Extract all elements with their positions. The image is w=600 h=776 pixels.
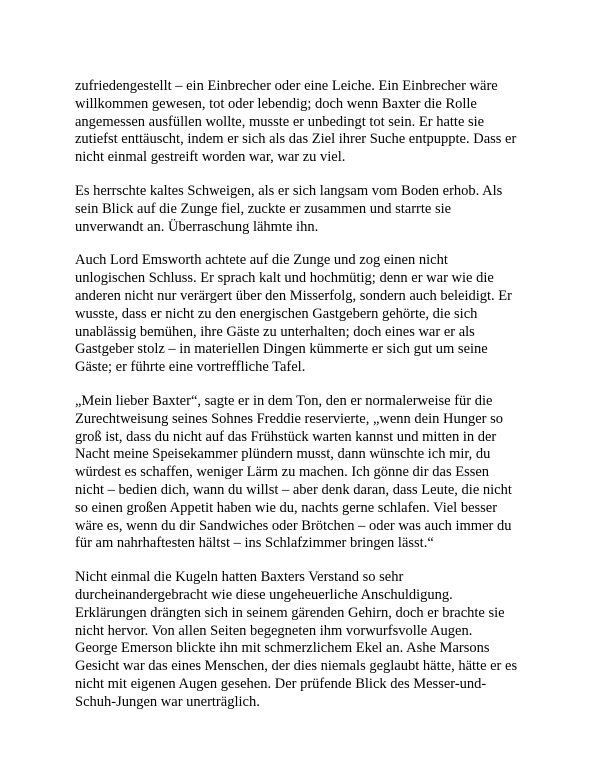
paragraph-4: „Mein lieber Baxter“, sagte er in dem Ton, den er normalerweise für die Zurechtweisung seines Sohnes Freddie reservierte, „wenn dein Hunger so groß ist, dass du nicht auf das Frühstück warten kannst und mitten in der Nacht meine Speisekammer plündern musst, dann wünschte ich mir, du würdest es schaffen, weniger Lärm zu machen. Ich gönne dir das Essen nicht – bedien dich, wann du willst – aber denk daran, dass Leute, die nicht so einen großen Appetit haben wie du, nachts gerne schlafen. Viel besser wäre es, wenn du dir Sandwiches oder Brötchen – oder was auch immer du für am nahrhaftesten hältst – ins Schlafzimmer bringen lässt.“: [75, 392, 512, 552]
paragraph-3: Auch Lord Emsworth achtete auf die Zunge und zog einen nicht unlogischen Schluss. Er sprach kalt und hochmütig; denn er war wie die anderen nicht nur verärgert über den Misserfolg, sondern auch beleidigt. Er wusste, dass er nicht zu den energischen Gastgebern gehörte, die sich unablässig bemühen, ihre Gäste zu unterhalten; doch eines war er als Gastgeber stolz – in materiellen Dingen kümmerte er sich gut um seine Gäste; er führte eine vortreffliche Tafel.: [75, 252, 512, 376]
paragraph-1: zufriedengestellt – ein Einbrecher oder eine Leiche. Ein Einbrecher wäre willkommen gewesen, tot oder lebendig; doch wenn Baxter die Rolle angemessen ausfüllen wollte, musste er unbedingt tot sein. Er hatte sie zutiefst enttäuscht, indem er sich als das Ziel ihrer Suche entpuppte. Dass er nicht einmal gestreift worden war, war zu viel.: [75, 78, 517, 166]
body-text: [75, 78, 535, 728]
paragraph-5: Nicht einmal die Kugeln hatten Baxters Verstand so sehr durcheinandergebracht wie diese ungeheuerliche Anschuldigung. Erklärungen drängten sich in seinem gärenden Gehirn, doch er brachte sie nicht hervor. Von allen Seiten begegneten ihm vorwurfsvolle Augen. George Emerson blickte ihn mit schmerzlichem Ekel an. Ashe Marsons Gesicht war das eines Menschen, der dies niemals geglaubt hätte, hätte er es nicht mit eigenen Augen gesehen. Der prüfende Blick des Messer-und- Schuh-Jungen war unerträglich.: [75, 569, 518, 710]
paragraph-2: Es herrschte kaltes Schweigen, als er sich langsam vom Boden erhob. Als sein Blick auf die Zunge fiel, zuckte er zusammen und starrte sie unverwandt an. Überraschung lähmte ihn.: [75, 182, 503, 235]
